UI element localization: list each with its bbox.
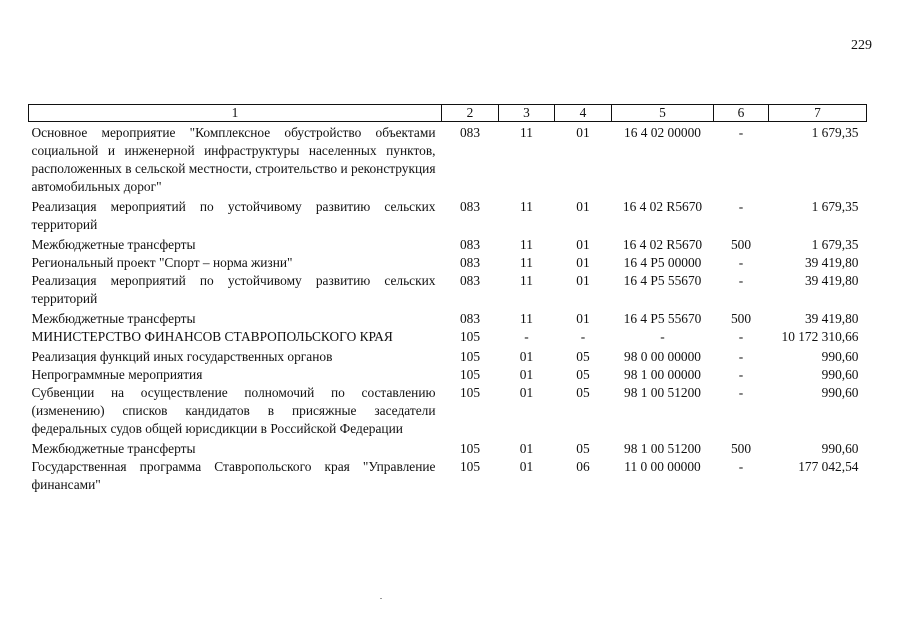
department-code: 083 [459,199,481,214]
expense-type-code: - [738,255,744,270]
section-code: 01 [519,441,534,456]
table-row [29,346,867,366]
subsection-code: 05 [576,385,590,400]
row-name: Межбюджетные трансферты [31,237,196,252]
target-article-code: 16 4 P5 55670 [623,311,702,326]
department-code: 105 [459,385,481,400]
column-header: 3 [499,105,555,122]
section-code: 11 [520,273,533,288]
section-code: - [524,329,529,344]
target-article-code: 16 4 P5 00000 [623,255,702,270]
section-code: 01 [519,385,534,400]
column-header: 7 [769,105,867,122]
table-row [29,196,867,234]
section-code: 01 [519,349,534,364]
row-name: Межбюджетные трансферты [31,441,196,456]
expense-type-code: - [738,349,744,364]
table-row [29,328,867,346]
target-article-code: 11 0 00 00000 [624,459,701,474]
section-code: 11 [520,237,533,252]
row-name: Региональный проект "Спорт – норма жизни" [31,255,293,270]
column-header: 6 [714,105,769,122]
expense-type-code: - [738,385,744,400]
amount: 1 679,35 [811,199,859,214]
subsection-code: 05 [576,441,590,456]
target-article-code: 16 4 P5 55670 [623,273,702,288]
amount: 177 042,54 [798,459,859,474]
section-code: 11 [520,125,533,140]
expense-type-code: 500 [730,237,752,252]
column-header: 4 [555,105,612,122]
target-article-code: 98 1 00 51200 [624,441,701,456]
section-code: 11 [520,199,533,214]
amount: 990,60 [821,441,859,456]
expense-type-code: - [738,125,744,140]
target-article-code: 98 1 00 00000 [624,367,701,382]
amount: 990,60 [821,367,859,382]
subsection-code: 01 [576,199,590,214]
row-name: МИНИСТЕРСТВО ФИНАНСОВ СТАВРОПОЛЬСКОГО КРАЯ [31,329,393,344]
amount: 39 419,80 [804,255,859,270]
section-code: 11 [520,255,533,270]
expense-type-code: 500 [730,311,752,326]
table-row [29,272,867,308]
department-code: 105 [459,329,481,344]
table-row [29,384,867,438]
amount: 39 419,80 [804,273,859,288]
target-article-code: 16 4 02 00000 [624,125,701,140]
department-code: 083 [459,311,481,326]
row-name: Реализация мероприятий по устойчивому развитию сельских территорий [31,273,436,306]
amount: 39 419,80 [804,311,859,326]
target-article-code: 16 4 02 R5670 [622,199,703,214]
department-code: 105 [459,441,481,456]
header-row [29,105,867,122]
department-code: 083 [459,237,481,252]
table-row [29,254,867,272]
budget-table [28,104,867,494]
target-article-code: 16 4 02 R5670 [622,237,703,252]
target-article-code: 98 1 00 51200 [624,385,701,400]
department-code: 083 [459,255,481,270]
table-row [29,366,867,384]
department-code: 105 [459,367,481,382]
amount: 1 679,35 [811,125,859,140]
column-header: 1 [29,105,442,122]
amount: 990,60 [821,385,859,400]
department-code: 083 [459,125,481,140]
department-code: 083 [459,273,481,288]
subsection-code: 01 [576,255,590,270]
table-row [29,308,867,328]
table-row [29,438,867,458]
expense-type-code: - [738,329,744,344]
column-header: 5 [612,105,714,122]
subsection-code: 05 [576,367,590,382]
row-name: Субвенции на осуществление полномочий по составлению (изменению) списков кандидатов в присяжные заседатели федеральных судов общей юрисдикции в Российской Федерации [31,385,436,436]
table-row [29,458,867,494]
section-code: 11 [520,311,533,326]
row-name: Государственная программа Ставропольского края "Управление финансами" [31,459,436,492]
row-name: Основное мероприятие "Комплексное обустройство объектами социальной и инженерной инфраструктуры населенных пунктов, расположенных в сельской местности, строительство и реконструкция автомобильных дорог" [31,125,436,194]
expense-type-code: - [738,273,744,288]
expense-type-code: 500 [730,441,752,456]
subsection-code: 01 [576,273,590,288]
target-article-code: - [660,329,665,344]
target-article-code: 98 0 00 00000 [624,349,701,364]
department-code: 105 [459,349,481,364]
row-name: Межбюджетные трансферты [31,311,196,326]
expense-type-code: - [738,459,744,474]
subsection-code: 01 [576,311,590,326]
department-code: 105 [459,459,481,474]
amount: 1 679,35 [811,237,859,252]
row-name: Реализация мероприятий по устойчивому развитию сельских территорий [31,199,436,232]
page-number: 229 [851,38,872,53]
subsection-code: 01 [576,237,590,252]
section-code: 01 [519,459,534,474]
table-row [29,234,867,254]
subsection-code: 05 [576,349,590,364]
subsection-code: 01 [576,125,590,140]
subsection-code: - [580,329,586,344]
table-row [29,122,867,197]
column-header: 2 [442,105,499,122]
scan-speck [380,598,382,599]
expense-type-code: - [738,367,744,382]
row-name: Реализация функций иных государственных органов [31,349,333,364]
row-name: Непрограммные мероприятия [31,367,203,382]
amount: 990,60 [821,349,859,364]
expense-type-code: - [738,199,744,214]
subsection-code: 06 [576,459,590,474]
section-code: 01 [519,367,534,382]
amount: 10 172 310,66 [781,329,859,344]
